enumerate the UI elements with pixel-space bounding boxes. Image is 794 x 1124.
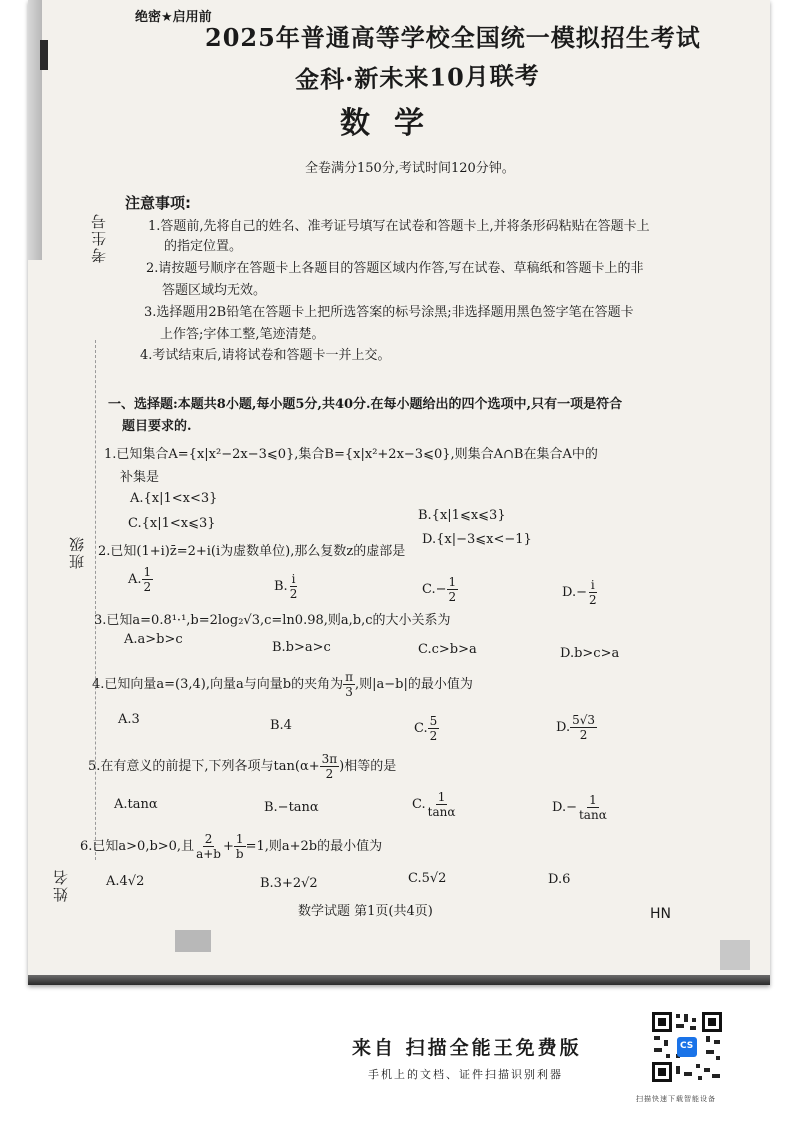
question-5-option-d: D.− $\frac{1}{\tan\alpha}$ — [552, 793, 607, 822]
scan-smudge — [175, 930, 211, 952]
question-1-stem: 1.已知集合A={x|x²−2x−3⩽0},集合B={x|x²+2x−3⩽0},则集合A∩B在集合A中的 — [104, 447, 598, 462]
question-5-option-b: B.−tanα — [264, 800, 319, 815]
exam-number-label: 考生号 — [90, 212, 108, 263]
question-3-option-b: B.b>a>c — [272, 640, 331, 655]
question-5-option-c: C. $\frac{1}{\tan\alpha}$ — [412, 790, 456, 819]
notice-item: 上作答;字体工整,笔迹清楚。 — [160, 327, 325, 342]
qr-center-label: CS — [680, 1041, 694, 1051]
name-label: 姓名 — [52, 868, 70, 902]
question-3-option-d: D.b>c>a — [560, 646, 620, 661]
page-footer: 数学试题 第1页(共4页) — [298, 904, 433, 919]
section-header: 一、选择题:本题共8小题,每小题5分,共40分.在每小题给出的四个选项中,只有一项是符合 题目要求的. — [108, 397, 623, 434]
notice-title: 注意事项: — [125, 194, 191, 212]
question-1-option-d: D.{x|−3⩽x<−1} — [422, 532, 532, 547]
exam-info: 全卷满分150分,考试时间120分钟。 — [305, 161, 515, 176]
question-4-stem: 4.已知向量a=(3,4),向量a与向量b的夹角为 $\frac{\pi}{3}$ ,则|a−b|的最小值为 — [92, 670, 473, 699]
scan-smudge — [720, 940, 750, 970]
notice-item: 2.请按题号顺序在答题卡上各题目的答题区域内作答,写在试卷、草稿纸和答题卡上的非 — [146, 261, 644, 276]
exam-title: 2025年普通高等学校全国统一模拟招生考试 — [205, 23, 701, 52]
class-label: 班级 — [68, 535, 86, 569]
subject-title: 数学 — [340, 106, 448, 141]
question-1-stem-cont: 补集是 — [120, 470, 160, 485]
question-3-option-a: A.a>b>c — [124, 632, 183, 647]
question-2-stem: 2.已知(1+i)z̄=2+i(i为虚数单位),那么复数z的虚部是 — [98, 544, 406, 559]
paper-code: HN — [650, 906, 671, 922]
question-5-option-a: A.tanα — [114, 797, 158, 812]
question-2-option-a: A. $\frac{1}{2}$ — [128, 565, 152, 594]
question-6-option-c: C.5√2 — [408, 871, 447, 886]
notice-item: 4.考试结束后,请将试卷和答题卡一并上交。 — [140, 348, 391, 363]
question-1-option-a: A.{x|1<x<3} — [130, 491, 218, 506]
question-1-option-c: C.{x|1<x⩽3} — [128, 516, 216, 531]
qr-caption: 扫描快速下载智能设备 — [636, 1095, 716, 1103]
notice-item: 3.选择题用2B铅笔在答题卡上把所选答案的标号涂黑;非选择题用黑色签字笔在答题卡 — [144, 305, 634, 320]
qr-code-icon[interactable] — [650, 1010, 724, 1084]
question-1-option-b: B.{x|1⩽x⩽3} — [418, 508, 506, 523]
question-4-option-a: A.3 — [118, 712, 140, 727]
question-3-stem: 3.已知a=0.8¹·¹,b=2log₂√3,c=ln0.98,则a,b,c的大小关系为 — [94, 613, 451, 628]
question-5-stem: 5.在有意义的前提下,下列各项与tan(α+ $\frac{3\pi}{2}$ )相等的是 — [88, 752, 397, 781]
question-4-option-d: D. $\frac{5√3}{2}$ — [556, 713, 596, 742]
question-4-option-c: C. $\frac{5}{2}$ — [414, 714, 438, 743]
question-2-option-c: C.− $\frac{1}{2}$ — [422, 575, 457, 604]
question-6-option-d: D.6 — [548, 872, 571, 887]
scanner-tagline: 手机上的文档、证件扫描识别利器 — [368, 1068, 563, 1081]
question-2-option-b: B. $\frac{i}{2}$ — [274, 572, 298, 601]
scanner-watermark: 来自 扫描全能王免费版 — [352, 1037, 582, 1059]
binding-line — [95, 340, 97, 860]
question-3-option-c: C.c>b>a — [418, 642, 477, 657]
exam-subtitle: 金科·新未来10月联考 — [294, 60, 541, 95]
notice-item: 答题区域均无效。 — [162, 283, 267, 298]
question-6-stem: 6.已知a>0,b>0,且 $\frac{2}{a+b}$ + $\frac{1}{b}$ =1,则a+2b的最小值为 — [80, 832, 383, 861]
question-4-option-b: B.4 — [270, 718, 292, 733]
paper-edge-strip — [28, 0, 42, 260]
question-6-option-b: B.3+2√2 — [260, 876, 318, 891]
secret-label: 绝密★启用前 — [135, 10, 212, 25]
question-6-option-a: A.4√2 — [106, 874, 145, 889]
notice-item: 的指定位置。 — [164, 239, 243, 254]
question-2-option-d: D.− $\frac{i}{2}$ — [562, 578, 597, 607]
notice-item: 1.答题前,先将自己的姓名、准考证号填写在试卷和答题卡上,并将条形码粘贴在答题卡上 — [148, 219, 650, 234]
